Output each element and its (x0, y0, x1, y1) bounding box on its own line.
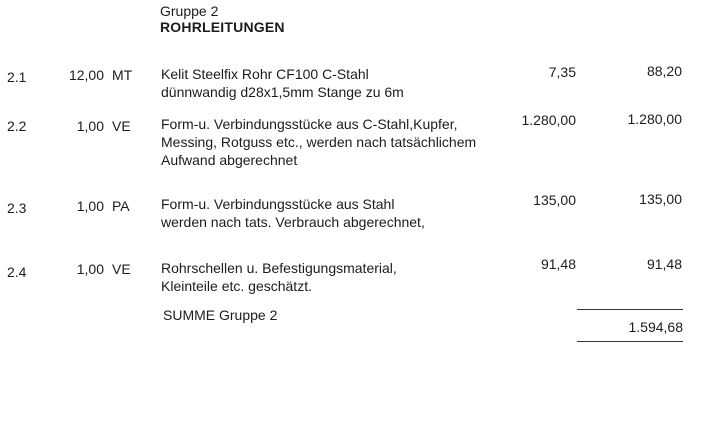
summary-bottom-rule (577, 341, 683, 342)
summary-label: SUMME Gruppe 2 (163, 307, 278, 323)
item-description-line: Messing, Rotguss etc., werden nach tatsächlichem (161, 134, 477, 150)
item-total: 135,00 (639, 191, 682, 207)
item-description-line: werden nach tats. Verbrauch abgerechnet, (161, 214, 425, 230)
item-position: 2.1 (7, 69, 27, 85)
item-description-line: Aufwand abgerechnet (161, 152, 298, 168)
item-unit: VE (112, 118, 131, 134)
item-quantity: 1,00 (76, 118, 104, 134)
item-unit-price: 7,35 (548, 64, 576, 80)
item-description-line: Kelit Steelfix Rohr CF100 C-Stahl (161, 66, 369, 82)
item-description-line: Kleinteile etc. geschätzt. (161, 278, 312, 294)
item-quantity: 1,00 (76, 198, 104, 214)
item-total: 91,48 (646, 256, 682, 272)
item-quantity: 12,00 (68, 67, 104, 83)
item-description-line: Form-u. Verbindungsstücke aus C-Stahl,Kupfer, (161, 116, 458, 132)
item-description-line: Rohrschellen u. Befestigungsmaterial, (161, 260, 397, 276)
item-unit-price: 135,00 (533, 192, 576, 208)
item-description (161, 259, 397, 295)
item-position: 2.2 (7, 118, 27, 134)
item-unit: VE (112, 261, 131, 277)
item-unit-price: 1.280,00 (521, 112, 576, 128)
item-unit-price: 91,48 (540, 256, 576, 272)
item-total: 1.280,00 (627, 111, 682, 127)
item-position: 2.3 (7, 200, 27, 216)
summary-top-rule (577, 309, 683, 310)
item-unit: PA (112, 198, 130, 214)
item-description (161, 65, 404, 101)
summary-total: 1.594,68 (628, 319, 683, 335)
item-description (161, 195, 425, 231)
item-description-line: dünnwandig d28x1,5mm Stange zu 6m (161, 84, 404, 100)
item-quantity: 1,00 (76, 261, 104, 277)
item-unit: MT (112, 67, 133, 83)
item-position: 2.4 (7, 264, 27, 280)
item-description-line: Form-u. Verbindungsstücke aus Stahl (161, 196, 395, 212)
group-label: Gruppe 2 (160, 3, 219, 19)
group-title: ROHRLEITUNGEN (160, 19, 285, 35)
item-description (161, 115, 476, 169)
item-total: 88,20 (646, 63, 682, 79)
